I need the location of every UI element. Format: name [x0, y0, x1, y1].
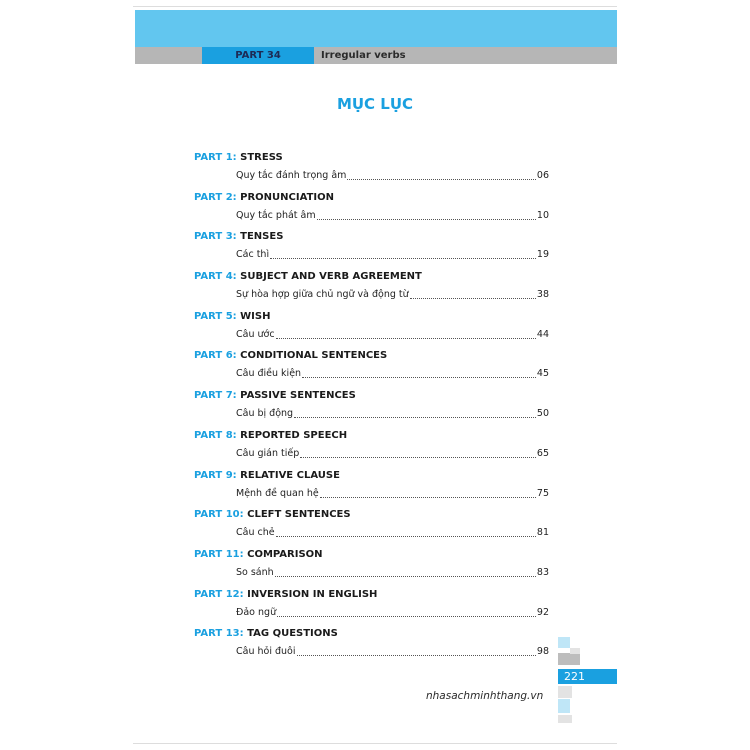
subtitle-text: Quy tắc đánh trọng âm — [236, 170, 347, 181]
page-ref: 65 — [536, 447, 549, 459]
page-ref: 92 — [536, 606, 549, 618]
toc-entry-heading — [194, 627, 549, 640]
dot-leader — [270, 257, 536, 259]
decor-block — [558, 715, 572, 723]
toc-entry — [194, 469, 549, 509]
dot-leader — [320, 496, 536, 498]
page-ref: 10 — [536, 209, 549, 221]
toc-entry-line — [236, 527, 549, 539]
page-ref: 98 — [536, 646, 549, 658]
page-ref: 19 — [536, 249, 549, 261]
subtitle-text: Câu ước — [236, 328, 275, 340]
part-label: PART 5: — [194, 310, 237, 322]
decor-block — [558, 699, 570, 713]
dot-leader — [297, 654, 536, 656]
page-ref: 50 — [536, 408, 549, 420]
toc-entry-heading — [194, 548, 549, 561]
part-tab: PART 34 — [202, 47, 314, 64]
top-hairline — [133, 6, 617, 7]
dot-leader — [276, 337, 536, 339]
dot-leader — [275, 575, 536, 577]
part-title: Irregular verbs — [321, 50, 406, 61]
toc-entry — [194, 349, 549, 389]
page-ref: 75 — [536, 487, 549, 499]
toc-entry-line — [236, 289, 549, 301]
subtitle-text: Câu chẻ — [236, 527, 275, 539]
topic-label: REPORTED SPEECH — [240, 429, 348, 441]
dot-leader — [410, 297, 536, 299]
dot-leader — [302, 376, 536, 378]
dot-leader — [347, 178, 535, 180]
subtitle-text: Quy tắc phát âm — [236, 209, 316, 221]
page-ref: 81 — [536, 527, 549, 539]
bottom-hairline — [133, 743, 617, 744]
toc-entry — [194, 588, 549, 628]
page-number: 221 — [558, 669, 617, 684]
topic-label: SUBJECT AND VERB AGREEMENT — [240, 271, 422, 283]
toc-entry-heading — [194, 508, 549, 521]
toc-entry — [194, 310, 549, 350]
toc-entry-heading — [194, 389, 549, 402]
topic-label: INVERSION IN ENGLISH — [247, 588, 378, 600]
toc-entry-line — [236, 448, 549, 460]
subtitle-text: Câu gián tiếp — [236, 447, 300, 459]
topic-label: STRESS — [240, 152, 283, 163]
part-label: PART 12: — [194, 588, 244, 600]
subtitle-text: Câu bị động — [236, 408, 294, 420]
toc-entry-line — [236, 567, 549, 579]
part-label: PART 2: — [194, 191, 237, 203]
toc-entry-line — [236, 646, 549, 658]
subtitle-text: Câu điều kiện — [236, 368, 302, 380]
part-label: PART 10: — [194, 509, 244, 521]
page-ref: 06 — [536, 170, 549, 181]
part-label: PART 11: — [194, 548, 244, 560]
toc-entry-heading — [194, 349, 549, 362]
toc-entry — [194, 627, 549, 667]
toc-entry — [194, 191, 549, 231]
toc-title: MỤC LỤC — [336, 95, 414, 113]
topic-label: COMPARISON — [247, 548, 323, 560]
toc-entry-line — [236, 488, 549, 500]
decor-block — [558, 686, 572, 698]
toc-entry-heading — [194, 191, 549, 204]
subtitle-text: Đảo ngữ — [236, 606, 277, 618]
dot-leader — [317, 218, 536, 220]
toc-entry-line — [236, 329, 549, 341]
page-ref: 45 — [536, 368, 549, 380]
part-label: PART 4: — [194, 271, 237, 283]
toc-entry-line — [236, 170, 549, 182]
part-label: PART 1: — [194, 152, 237, 163]
topic-label: TAG QUESTIONS — [247, 628, 338, 640]
subtitle-text: Mệnh đề quan hệ — [236, 487, 319, 499]
decor-block — [558, 653, 580, 665]
toc-entry-heading — [194, 151, 549, 164]
toc-entry-heading — [194, 230, 549, 243]
page-ref: 38 — [536, 289, 549, 301]
subtitle-text: Câu hỏi đuôi — [236, 646, 296, 658]
topic-label: TENSES — [240, 231, 284, 243]
part-label: PART 3: — [194, 231, 237, 243]
toc-entry — [194, 548, 549, 588]
toc-entry — [194, 389, 549, 429]
header-band — [135, 10, 617, 47]
dot-leader — [277, 615, 536, 617]
part-label: PART 6: — [194, 350, 237, 362]
topic-label: RELATIVE CLAUSE — [240, 469, 340, 481]
toc-entry — [194, 429, 549, 469]
topic-label: CONDITIONAL SENTENCES — [240, 350, 388, 362]
toc-entry-heading — [194, 588, 549, 601]
table-of-contents — [194, 151, 549, 667]
decor-block — [558, 637, 570, 648]
toc-entry-heading — [194, 270, 549, 283]
toc-entry-line — [236, 368, 549, 380]
part-label: PART 13: — [194, 628, 244, 640]
toc-entry — [194, 230, 549, 270]
part-label: PART 7: — [194, 390, 237, 402]
subtitle-text: Sự hòa hợp giữa chủ ngữ và động từ — [236, 289, 409, 301]
decor-block — [570, 648, 580, 654]
toc-entry-line — [236, 408, 549, 420]
toc-entry — [194, 508, 549, 548]
topic-label: CLEFT SENTENCES — [247, 509, 351, 521]
dot-leader — [300, 456, 536, 458]
toc-entry-heading — [194, 469, 549, 482]
page-ref: 83 — [536, 566, 549, 578]
topic-label: WISH — [240, 310, 271, 322]
dot-leader — [294, 416, 536, 418]
toc-entry-line — [236, 249, 549, 261]
toc-entry — [194, 151, 549, 191]
topic-label: PRONUNCIATION — [240, 191, 334, 203]
dot-leader — [276, 535, 536, 537]
subtitle-text: Các thì — [236, 249, 270, 261]
subtitle-text: So sánh — [236, 566, 274, 578]
toc-entry-heading — [194, 310, 549, 323]
toc-entry-line — [236, 607, 549, 619]
toc-entry-heading — [194, 429, 549, 442]
part-label: PART 9: — [194, 469, 237, 481]
toc-entry — [194, 270, 549, 310]
topic-label: PASSIVE SENTENCES — [240, 390, 356, 402]
toc-entry-line — [236, 210, 549, 222]
page-ref: 44 — [536, 328, 549, 340]
website-footer: nhasachminhthang.vn — [426, 690, 544, 702]
part-label: PART 8: — [194, 429, 237, 441]
